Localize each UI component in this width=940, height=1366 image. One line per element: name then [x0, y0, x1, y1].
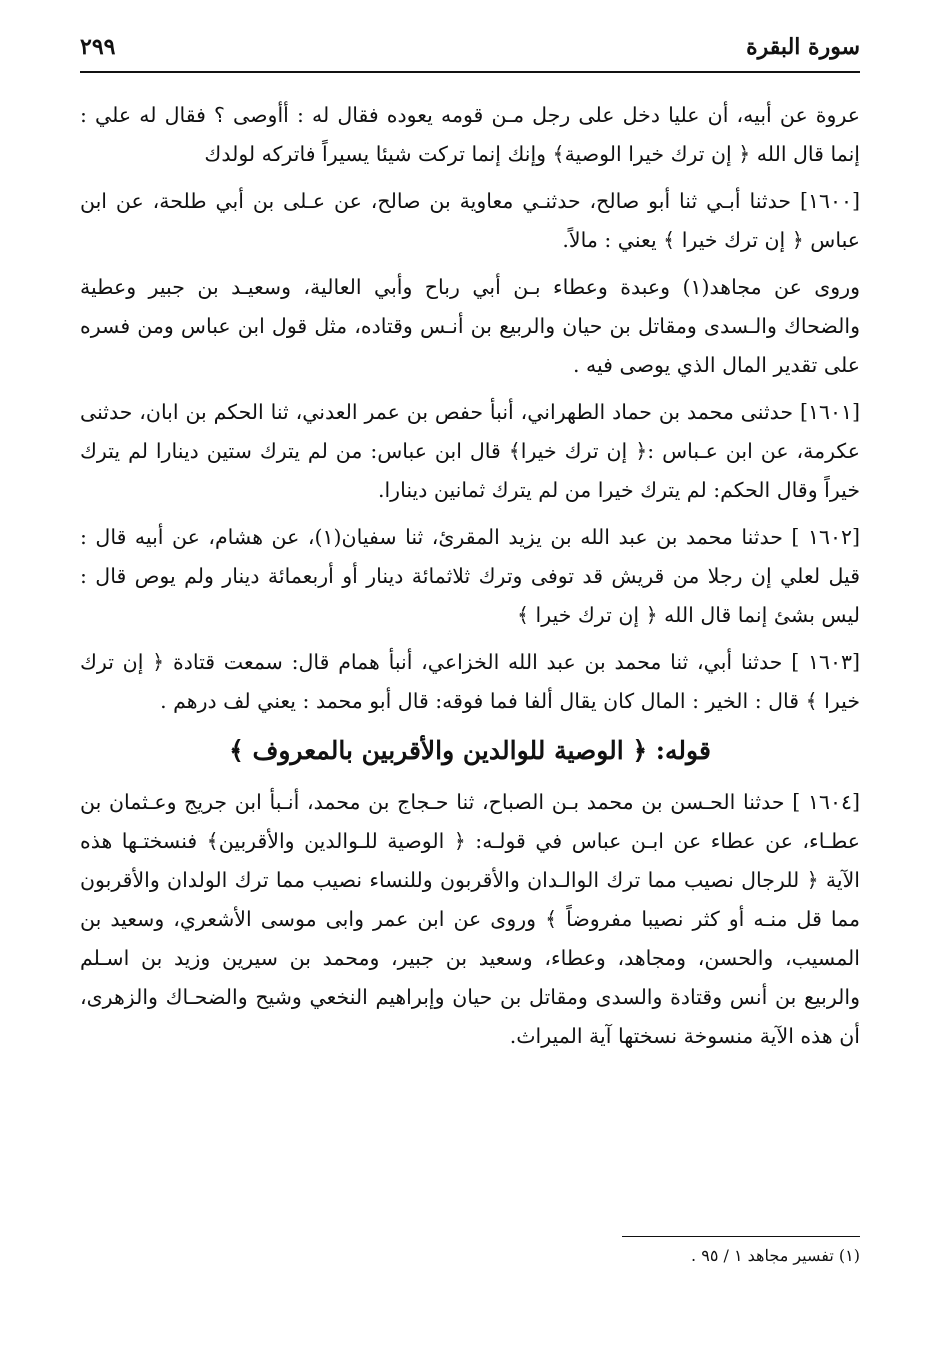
section-heading: قوله: ﴿ الوصية للوالدين والأقربين بالمعروف ﴾ [229, 736, 711, 765]
hadith-entry-1603: [١٦٠٣ ] حدثنا أبي، ثنا محمد بن عبد الله الخزاعي، أنبأ همام قال: سمعت قتادة ﴿ إن ترك خيرا ﴾ قال : الخير : المال كان يقال ألفا فما فوقه: قال أبو محمد : يعني لف درهم . [80, 650, 860, 713]
header-rule [80, 71, 860, 73]
page-number: ٢٩٩ [80, 34, 116, 60]
surah-title: سورة البقرة [746, 34, 860, 60]
main-text [80, 96, 860, 1064]
footnote-rule [622, 1236, 860, 1237]
running-header [80, 34, 860, 68]
hadith-entry-1602: [١٦٠٢ ] حدثنا محمد بن عبد الله بن يزيد المقرئ، ثنا سفيان(١)، عن هشام، عن أبيه قال : قيل لعلي إن رجلا من قريش قد توفى وترك ثلاثمائة دينار أو أربعمائة دينار ولم يوص قال : ليس بشئ إنما قال الله ﴿ إن ترك خيرا ﴾ [80, 525, 860, 627]
hadith-entry-1600: [١٦٠٠] حدثنا أبـي ثنا أبو صالح، حدثنـي معاوية بن صالح، عن عـلى بن أبي طلحة، عن ابن عباس ﴿ إن ترك خيرا ﴾ يعني : مالاً. [80, 189, 860, 252]
hadith-entry-1601: [١٦٠١] حدثنى محمد بن حماد الطهراني، أنبأ حفص بن عمر العدني، ثنا الحكم بن ابان، حدثنى عكرمة، عن ابن عـباس :﴿ إن ترك خيرا﴾ قال ابن عباس: من لم يترك ستين دينارا لم يترك خيراً وقال الحكم: لم يترك خيرا من لم يترك ثمانين دينارا. [80, 400, 860, 502]
footnote: (١) تفسير مجاهد ١ / ٩٥ . [691, 1246, 860, 1265]
paragraph-continuation: عروة عن أبيه، أن عليا دخل على رجل مـن قومه يعوده فقال له : أأوصى ؟ فقال له علي : إنما قال الله ﴿ إن ترك خيرا الوصية﴾ وإنك إنما تركت شيئا يسيراً فاتركه لولدك [80, 103, 860, 166]
hadith-entry-1604: [١٦٠٤ ] حدثنا الحـسن بن محمد بـن الصباح، ثنا حـجاج بن محمد، أنـبأ ابن جريج وعـثمان بن عطـاء، عن عطاء عن ابـن عباس في قولـه: ﴿ الوصية للـوالدين والأقربين﴾ فنسختـها هذه الآية ﴿ للرجال نصيب مما ترك الوالـدان والأقربون وللنساء نصيب مما ترك الولدان والأقربون مما قل منـه أو كثر نصيبا مفروضاً ﴾ وروى عن ابن عمر وابى موسى الأشعري، وسعيد بن المسيب، والحسن، ومجاهد، وعطاء، وسعيد بن جبير، ومحمد بن سيرين وزيد بن اسـلم والربيع بن أنس وقتادة والسدى ومقاتل بن حيان وإبراهيم النخعي وشيح والضحـاك والزهرى، أن هذه الآية منسوخة نسختها آية الميراث. [80, 790, 860, 1048]
paragraph-narrators: وروى عن مجاهد(١) وعبدة وعطاء بـن أبي رباح وأبي العالية، وسعيـد بن جبير وعطية والضحاك والـسدى ومقاتل بن حيان والربيع بن أنـس وقتاده، مثل قول ابن عباس ومن فسره على تقدير المال الذي يوصى فيه . [80, 275, 860, 377]
